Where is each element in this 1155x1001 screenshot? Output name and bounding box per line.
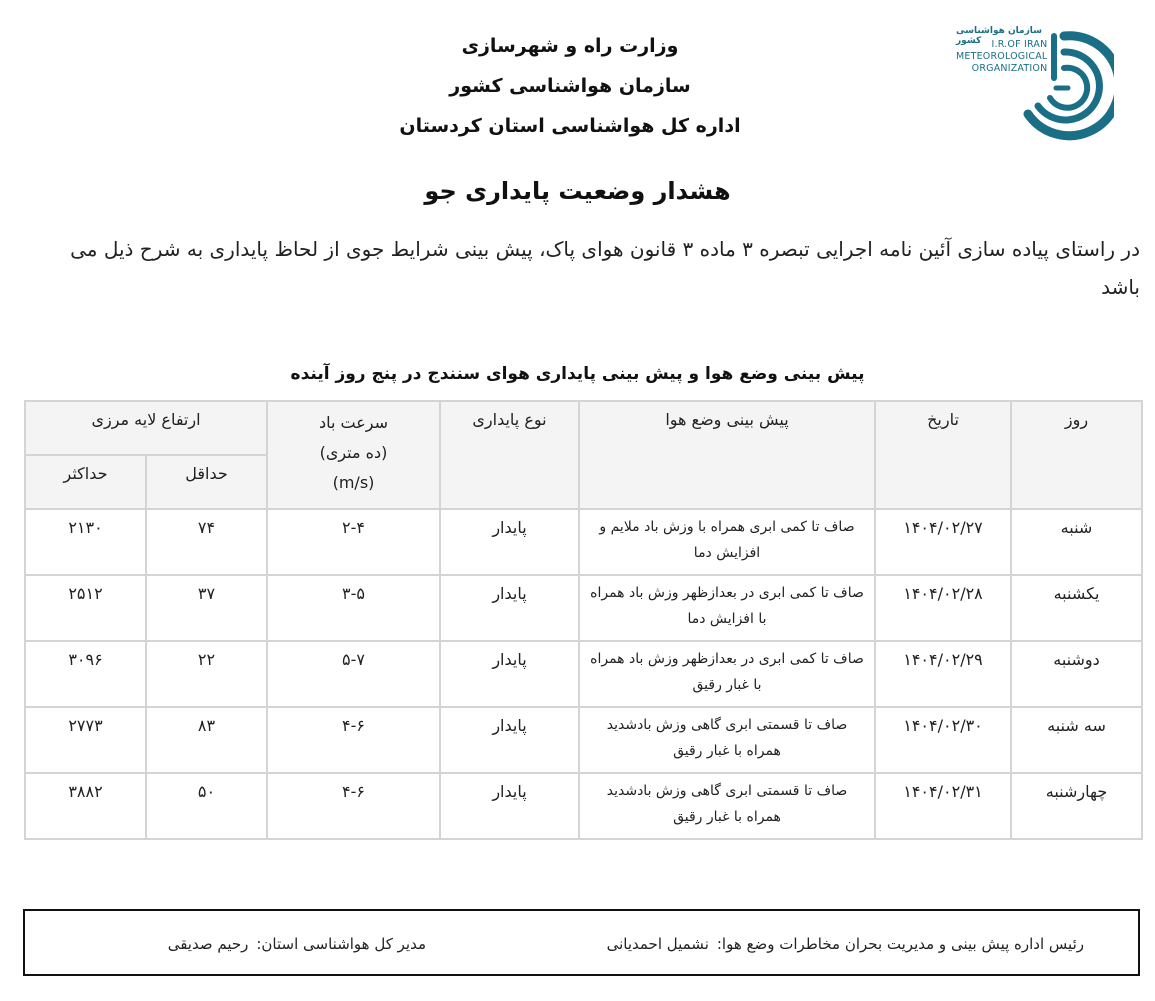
logo-english-line3: ORGANIZATION	[971, 63, 1048, 74]
cell-min: ۷۴	[146, 509, 267, 575]
cell-date: ۱۴۰۴/۰۲/۳۰	[875, 707, 1011, 773]
cell-day: شنبه	[1011, 509, 1142, 575]
table-caption: پیش بینی وضع هوا و پیش بینی پایداری هوای سنندج در پنج روز آینده	[290, 364, 865, 384]
header-wind-line3: (m/s)	[332, 473, 375, 492]
header-date: تاریخ	[875, 401, 1011, 509]
forecast-head-label: رئیس اداره پیش بینی و مدیریت بحران مخاطرات وضع هوا:	[716, 935, 1084, 953]
table-row	[25, 707, 1142, 773]
provincial-office-name: اداره کل هواشناسی استان کردستان	[399, 115, 741, 137]
logo-spiral-icon	[1014, 28, 1114, 146]
cell-min: ۳۷	[146, 575, 267, 641]
cell-day: دوشنبه	[1011, 641, 1142, 707]
header-stability: نوع پایداری	[440, 401, 579, 509]
logo-english-line2: METEOROLOGICAL	[956, 51, 1048, 62]
cell-min: ۲۲	[146, 641, 267, 707]
header-wind-speed	[267, 401, 440, 509]
table-row	[25, 575, 1142, 641]
logo-persian-text: سازمان هواشناسی کشور	[956, 26, 1043, 46]
signature-box	[23, 909, 1140, 976]
cell-date: ۱۴۰۴/۰۲/۲۸	[875, 575, 1011, 641]
cell-min: ۸۳	[146, 707, 267, 773]
director-label: مدیر کل هواشناسی استان:	[256, 935, 426, 953]
cell-day: چهارشنبه	[1011, 773, 1142, 839]
cell-date: ۱۴۰۴/۰۲/۲۹	[875, 641, 1011, 707]
cell-forecast: صاف تا کمی ابری همراه با وزش باد ملایم و افزایش دما	[579, 509, 875, 575]
cell-day: یکشنبه	[1011, 575, 1142, 641]
cell-min: ۵۰	[146, 773, 267, 839]
cell-wind: ۴-۶	[267, 707, 440, 773]
header-day: روز	[1011, 401, 1142, 509]
cell-stability: پایدار	[440, 575, 579, 641]
cell-wind: ۵-۷	[267, 641, 440, 707]
table-row	[25, 509, 1142, 575]
cell-stability: پایدار	[440, 641, 579, 707]
page-title: هشدار وضعیت پایداری جو	[424, 177, 731, 205]
cell-max: ۲۱۳۰	[25, 509, 146, 575]
cell-forecast: صاف تا قسمتی ابری گاهی وزش بادشدید همراه با غبار رقیق	[579, 707, 875, 773]
forecast-head-name: نشمیل احمدیانی	[606, 935, 709, 953]
header-wind-line2: (ده متری)	[319, 443, 388, 462]
organization-name: سازمان هواشناسی کشور	[449, 75, 691, 97]
header-forecast: پیش بینی وضع هوا	[579, 401, 875, 509]
meteorological-organization-logo	[952, 22, 1122, 147]
director-name: رحیم صدیقی	[167, 935, 249, 953]
cell-forecast: صاف تا کمی ابری در بعدازظهر وزش باد همراه با غبار رقیق	[579, 641, 875, 707]
cell-wind: ۲-۴	[267, 509, 440, 575]
cell-wind: ۴-۶	[267, 773, 440, 839]
logo-english-line1: I.R.OF IRAN	[991, 39, 1048, 50]
table-row	[25, 641, 1142, 707]
header-max: حداکثر	[25, 455, 146, 509]
director-signature	[168, 935, 426, 953]
cell-forecast: صاف تا قسمتی ابری گاهی وزش بادشدید همراه با غبار رقیق	[579, 773, 875, 839]
table-body	[25, 509, 1142, 839]
cell-max: ۳۸۸۲	[25, 773, 146, 839]
table-header	[25, 401, 1142, 509]
table-row	[25, 773, 1142, 839]
header-wind-line1: سرعت باد	[318, 413, 389, 432]
forecast-table	[24, 400, 1143, 840]
cell-stability: پایدار	[440, 773, 579, 839]
cell-stability: پایدار	[440, 509, 579, 575]
cell-forecast: صاف تا کمی ابری در بعدازظهر وزش باد همراه با افزایش دما	[579, 575, 875, 641]
forecast-head-signature	[607, 935, 1084, 953]
cell-stability: پایدار	[440, 707, 579, 773]
cell-wind: ۳-۵	[267, 575, 440, 641]
intro-paragraph: در راستای پیاده سازی آئین نامه اجرایی تبصره ۳ ماده ۳ قانون هوای پاک، پیش بینی شرایط جوی از لحاظ پایداری به شرح ذیل می باشد	[70, 237, 1140, 299]
cell-max: ۲۵۱۲	[25, 575, 146, 641]
header-min: حداقل	[146, 455, 267, 509]
cell-max: ۳۰۹۶	[25, 641, 146, 707]
ministry-name: وزارت راه و شهرسازی	[461, 35, 679, 57]
header-boundary-layer: ارتفاع لایه مرزی	[25, 401, 267, 455]
cell-date: ۱۴۰۴/۰۲/۳۱	[875, 773, 1011, 839]
cell-day: سه شنبه	[1011, 707, 1142, 773]
cell-date: ۱۴۰۴/۰۲/۲۷	[875, 509, 1011, 575]
cell-max: ۲۷۷۳	[25, 707, 146, 773]
header-block	[330, 26, 810, 146]
